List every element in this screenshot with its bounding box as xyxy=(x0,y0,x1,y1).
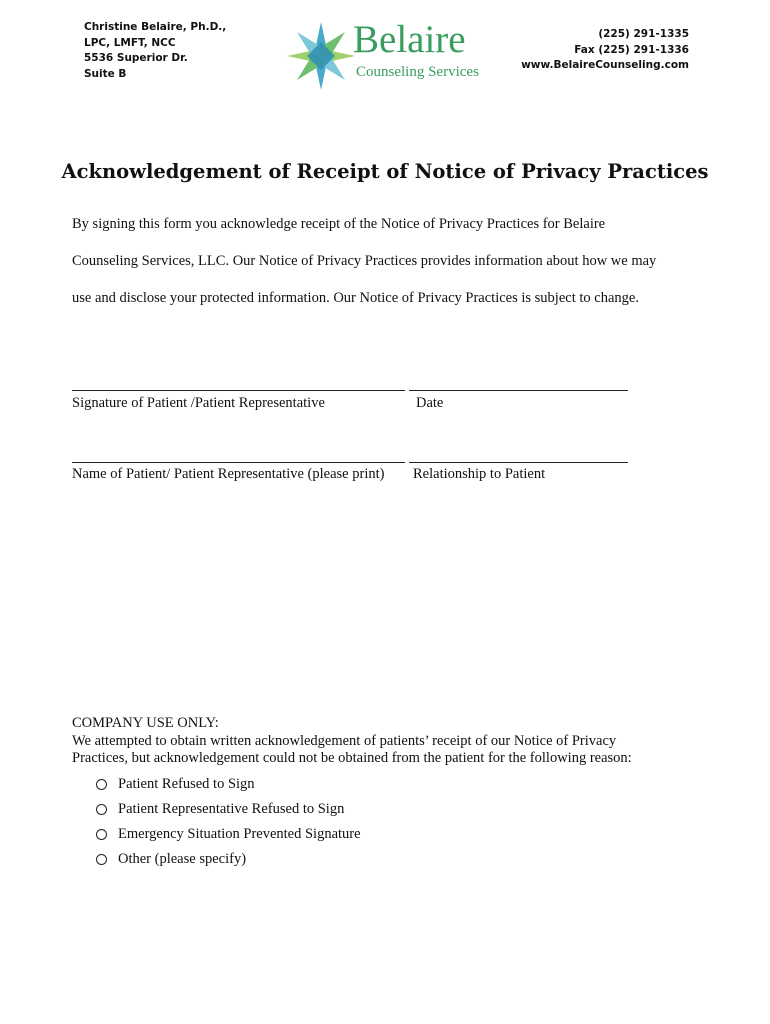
company-use-text: Practices, but acknowledgement could not be obtained from the patient for the following reason: xyxy=(72,750,632,766)
practitioner-address xyxy=(84,20,226,82)
option-other[interactable] xyxy=(96,851,246,868)
option-label: Emergency Situation Prevented Signature xyxy=(118,826,361,842)
address-suite: Suite B xyxy=(84,67,127,80)
contact-info xyxy=(521,27,689,74)
phone-number: (225) 291-1335 xyxy=(598,28,689,40)
paragraph-line: Counseling Services, LLC. Our Notice of Privacy Practices provides information about how we may xyxy=(72,253,657,269)
address-street: 5536 Superior Dr. xyxy=(84,52,188,64)
radio-icon[interactable] xyxy=(96,804,107,815)
signature-label: Signature of Patient /Patient Representative xyxy=(72,395,325,411)
website-link[interactable]: www.BelaireCounseling.com xyxy=(521,59,689,71)
relationship-field[interactable] xyxy=(409,462,628,463)
company-use-text: We attempted to obtain written acknowledgement of patients’ receipt of our Notice of Privacy xyxy=(72,732,617,749)
option-emergency[interactable] xyxy=(96,826,361,843)
name-field[interactable] xyxy=(72,462,405,463)
practitioner-credentials: LPC, LMFT, NCC xyxy=(84,36,176,49)
star-logo-icon xyxy=(285,20,357,92)
option-label: Patient Representative Refused to Sign xyxy=(118,801,345,817)
radio-icon[interactable] xyxy=(96,779,107,790)
option-label: Other (please specify) xyxy=(118,851,247,867)
company-use-section xyxy=(72,715,632,768)
fax-number: Fax (225) 291-1336 xyxy=(574,43,689,56)
option-representative-refused[interactable] xyxy=(96,801,344,818)
logo-name: Belaire xyxy=(353,18,466,61)
option-refused[interactable] xyxy=(96,776,255,793)
option-label: Patient Refused to Sign xyxy=(118,776,255,792)
paragraph-line: use and disclose your protected information. Our Notice of Privacy Practices is subject to change. xyxy=(72,290,639,306)
name-label: Name of Patient/ Patient Representative (please print) xyxy=(72,466,385,482)
radio-icon[interactable] xyxy=(96,829,107,840)
practitioner-name: Christine Belaire, Ph.D., xyxy=(84,21,227,33)
logo-subtitle: Counseling Services xyxy=(356,64,479,80)
date-field[interactable] xyxy=(409,390,628,391)
signature-field[interactable] xyxy=(72,390,405,391)
radio-icon[interactable] xyxy=(96,854,107,865)
paragraph-line: By signing this form you acknowledge receipt of the Notice of Privacy Practices for Belaire xyxy=(72,216,606,232)
date-label: Date xyxy=(416,395,444,411)
relationship-label: Relationship to Patient xyxy=(413,466,546,482)
form-title: Acknowledgement of Receipt of Notice of Privacy Practices xyxy=(61,160,709,183)
company-use-heading: COMPANY USE ONLY: xyxy=(72,715,219,731)
